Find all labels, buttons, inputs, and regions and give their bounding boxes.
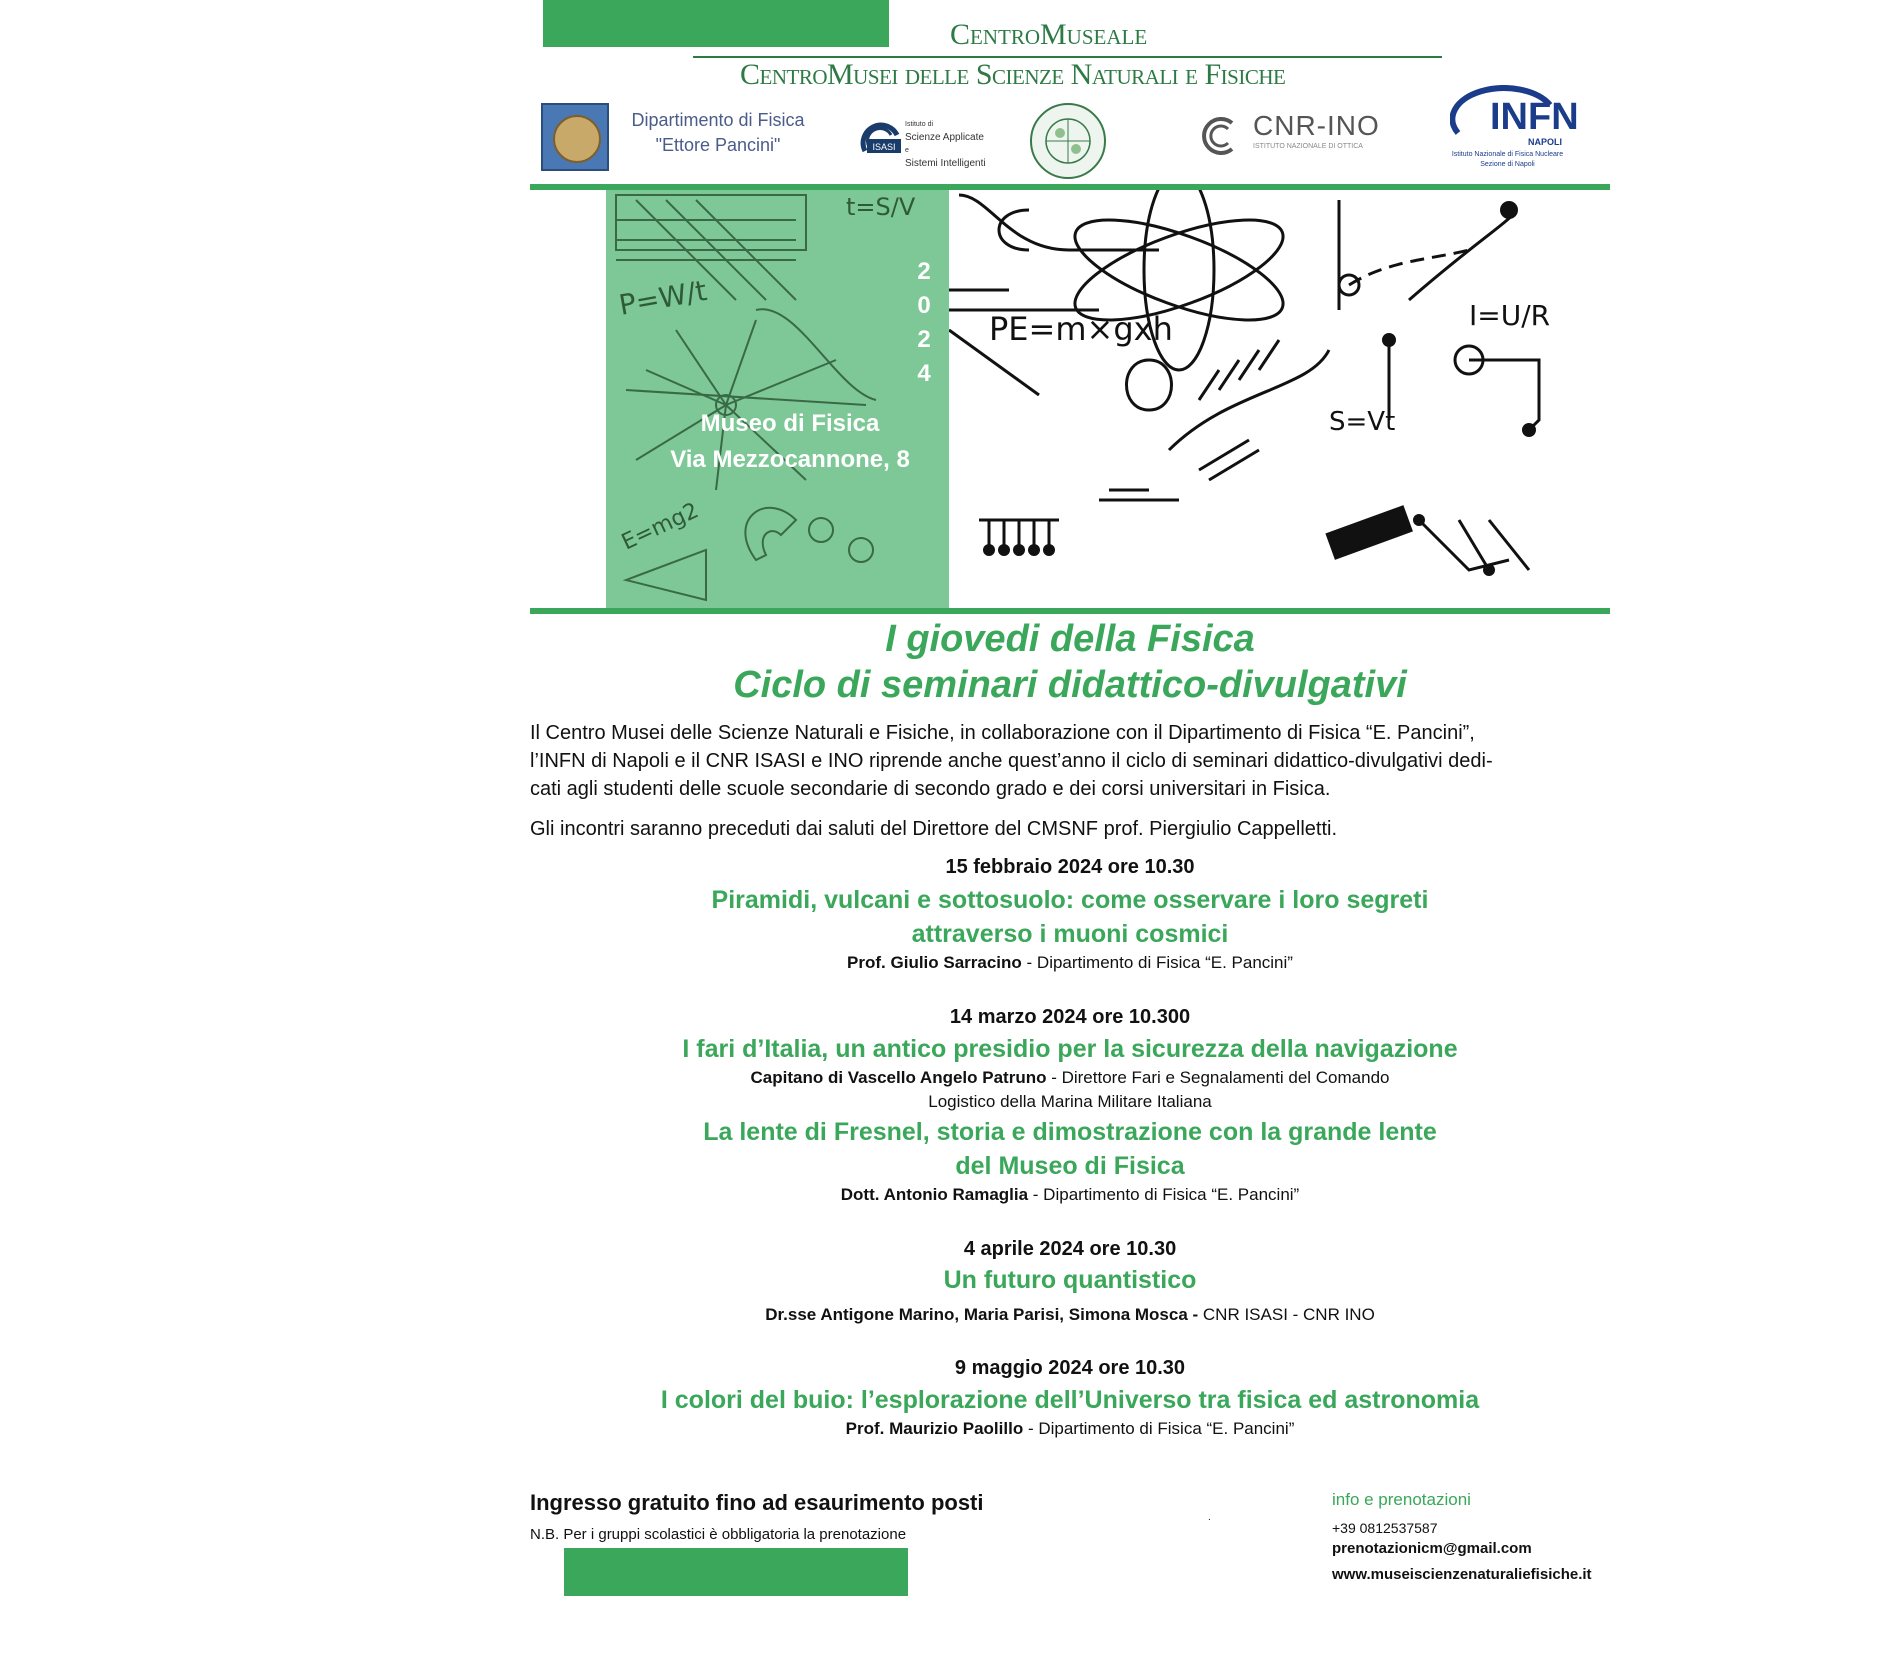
isasi-logo-icon — [845, 115, 903, 155]
year-digit-2: 0 — [917, 292, 931, 319]
info-label: info e prenotazioni — [1332, 1490, 1471, 1509]
event-3-speaker-name: Dr.sse Antigone Marino, Maria Parisi, Simona Mosca - — [765, 1305, 1203, 1324]
formula-energy: E=mg2 — [617, 498, 703, 556]
bottom-green-bar — [564, 1548, 908, 1596]
isasi-logo-text — [905, 118, 1015, 170]
venue-address: Via Mezzocannone, 8 — [670, 446, 910, 473]
event-1-date: 15 febbraio 2024 ore 10.30 — [945, 856, 1195, 878]
formula-ohm: I=U/R — [1469, 299, 1551, 332]
hero-sketch-right — [949, 190, 1559, 608]
event-2-speaker2-affil: - Dipartimento di Fisica “E. Pancini” — [1028, 1185, 1300, 1204]
hero-green-panel — [606, 190, 949, 608]
event-1-speaker — [530, 953, 1610, 973]
contact-phone[interactable]: +39 0812537587 — [1332, 1520, 1438, 1536]
cnr-ino-subtitle: ISTITUTO NAZIONALE DI OTTICA — [1253, 143, 1363, 150]
infn-sub-2: Sezione di Napoli — [1480, 161, 1535, 168]
formula-power: P=W/t — [616, 274, 710, 322]
cnr-ino-logo-text: CNR-INO — [1253, 110, 1380, 141]
hero-sketch-left — [606, 190, 949, 608]
isasi-text-3: e — [905, 147, 909, 154]
infn-logo-text: INFN — [1490, 96, 1579, 138]
event-2-speaker-affil: - Direttore Fari e Segnalamenti del Comando — [1046, 1068, 1390, 1087]
event-3-talk-line-1: Un futuro quantistico — [943, 1266, 1197, 1294]
dept-logo-text — [618, 108, 818, 158]
intro-line-3: cati agli studenti delle scuole secondarie di secondo grado e dei corsi universitari in Fisica. — [530, 778, 1331, 800]
header-title-line-1: CentroMuseale — [950, 18, 1148, 51]
isasi-label: ISASI — [872, 142, 896, 152]
event-2-speaker-affil-2: Logistico della Marina Militare Italiana — [928, 1092, 1212, 1111]
booking-note: N.B. Per i gruppi scolastici è obbligatoria la prenotazione — [530, 1526, 907, 1543]
dept-person: "Ettore Pancini" — [655, 135, 781, 155]
event-2-talk2-line-2: del Museo di Fisica — [955, 1152, 1185, 1180]
event-1-speaker-name: Prof. Giulio Sarracino — [847, 953, 1022, 972]
event-3-speaker — [530, 1305, 1610, 1325]
hero-sketch-panel — [949, 190, 1559, 608]
infn-subtitle — [1450, 150, 1565, 170]
isasi-text-1: Istituto di — [905, 121, 934, 128]
venue-name: Museo di Fisica — [700, 410, 880, 437]
headline-subtitle: Ciclo di seminari didattico-divulgativi — [733, 664, 1407, 706]
isasi-text-2: Scienze Applicate — [905, 132, 984, 143]
header-title-line-2: CentroMusei delle Scienze Naturali e Fisiche — [740, 58, 1286, 91]
event-1-talk-line-2: attraverso i muoni cosmici — [911, 920, 1229, 948]
event-1-talk-line-1: Piramidi, vulcani e sottosuolo: come osservare i loro segreti — [711, 886, 1429, 914]
museum-emblem-logo — [1030, 103, 1106, 179]
event-1-speaker-affil: - Dipartimento di Fisica “E. Pancini” — [1021, 953, 1293, 972]
formula-time: t=S/V — [846, 193, 916, 221]
year-digit-1: 2 — [917, 258, 931, 285]
event-4-talk-line-1: I colori del buio: l’esplorazione dell’Universo tra fisica ed astronomia — [660, 1386, 1480, 1414]
intro-line-4: Gli incontri saranno preceduti dai saluti del Direttore del CMSNF prof. Piergiulio Cappelletti. — [530, 818, 1338, 840]
free-entry-note: Ingresso gratuito fino ad esaurimento posti — [530, 1490, 984, 1515]
event-2-date: 14 marzo 2024 ore 10.300 — [949, 1006, 1191, 1028]
website-link[interactable]: www.museiscienzenaturaliefisiche.it — [1332, 1566, 1592, 1583]
event-2-speaker — [530, 1068, 1610, 1088]
event-3-date: 4 aprile 2024 ore 10.30 — [963, 1238, 1177, 1260]
event-2-speaker-2 — [530, 1185, 1610, 1205]
infn-sub-1: Istituto Nazionale di Fisica Nucleare — [1451, 151, 1564, 158]
isasi-text-4: Sistemi Intelligenti — [905, 158, 986, 169]
cnr-logo-icon — [1200, 115, 1242, 157]
event-2-speaker2-name: Dott. Antonio Ramaglia — [840, 1185, 1029, 1204]
stray-dot: . — [1208, 1512, 1211, 1523]
year-digit-3: 2 — [917, 326, 931, 353]
headline-title: I giovedi della Fisica — [885, 618, 1255, 660]
dept-name: Dipartimento di Fisica — [631, 110, 805, 130]
event-2-talk-line-1: I fari d’Italia, un antico presidio per la sicurezza della navigazione — [682, 1035, 1458, 1063]
event-4-speaker-affil: - Dipartimento di Fisica “E. Pancini” — [1023, 1419, 1295, 1438]
event-2-talk2-line-1: La lente di Fresnel, storia e dimostrazione con la grande lente — [703, 1118, 1437, 1146]
event-2-speaker-name: Capitano di Vascello Angelo Patruno — [750, 1068, 1047, 1087]
event-4-speaker-name: Prof. Maurizio Paolillo — [845, 1419, 1024, 1438]
infn-city: NAPOLI — [1528, 137, 1563, 147]
contact-email[interactable]: prenotazionicm@gmail.com — [1332, 1540, 1532, 1557]
formula-motion: S=Vt — [1329, 407, 1396, 437]
event-4-date: 9 maggio 2024 ore 10.30 — [954, 1357, 1186, 1379]
university-seal-logo — [541, 103, 609, 171]
event-3-speaker-affil: CNR ISASI - CNR INO — [1202, 1305, 1375, 1324]
event-4-speaker — [530, 1419, 1610, 1439]
intro-line-2: l’INFN di Napoli e il CNR ISASI e INO riprende anche quest’anno il ciclo di seminari didattico-divulgativi dedi- — [530, 750, 1493, 772]
formula-potential-energy: PE=m×gxh — [989, 310, 1173, 348]
intro-line-1: Il Centro Musei delle Scienze Naturali e Fisiche, in collaborazione con il Dipartimento di Fisica “E. Pancini”, — [530, 722, 1475, 744]
hero-bottom-line — [530, 608, 1610, 614]
year-digit-4: 4 — [917, 360, 931, 387]
